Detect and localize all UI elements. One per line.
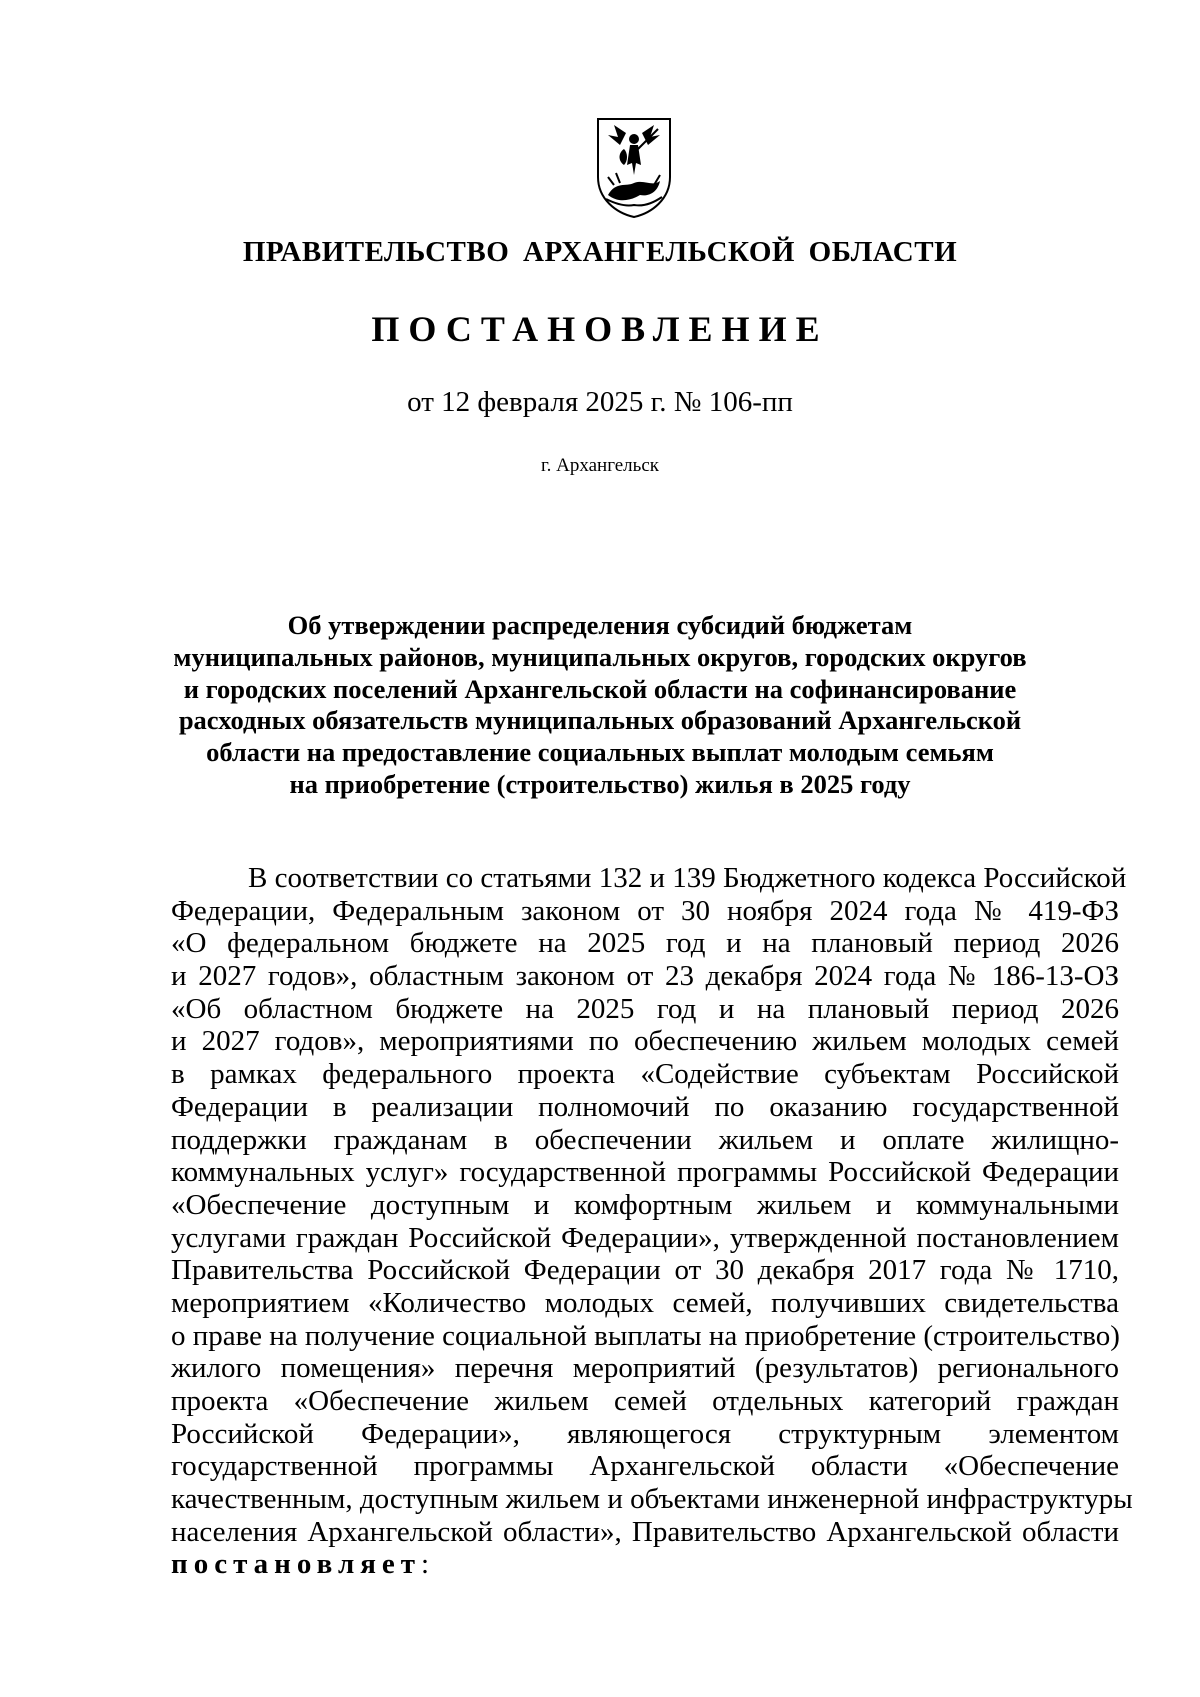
body-line: жилого помещения» перечня мероприятий (результатов) регионального [171,1352,1119,1385]
body-line: Федерации, Федеральным законом от 30 ноября 2024 года № 419-ФЗ [171,894,1119,927]
document-type-heading: ПОСТАНОВЛЕНИЕ [371,309,829,349]
body-line: В соответствии со статьями 132 и 139 Бюджетного кодекса Российской [248,862,1127,894]
decree-line [171,1548,1119,1581]
body-line: проекта «Обеспечение жильем семей отдельных категорий граждан [171,1385,1119,1417]
body-line: «Об областном бюджете на 2025 год и на плановый период 2026 [171,992,1119,1025]
title-line: Об утверждении распределения субсидий бюджетам [287,610,913,640]
title-line: расходных обязательств муниципальных образований Архангельской [178,705,1022,736]
body-line: «Обеспечение доступным и комфортным жильем и коммунальными [171,1188,1119,1221]
title-line: области на предоставление социальных выплат молодым семьям [206,737,994,768]
document-date-number: от 12 февраля 2025 г. № 106-пп [407,386,793,418]
body-line: качественным, доступным жильем и объектами инженерной инфраструктуры [171,1483,1133,1516]
body-line: и 2027 годов», мероприятиями по обеспечению жильем молодых семей [171,1025,1119,1058]
title-line: на приобретение (строительство) жилья в 2025 году [289,768,911,799]
title-line: муниципальных районов, муниципальных округов, городских округов [173,641,1027,672]
city-label: г. Архангельск [540,455,659,476]
decree-punct: : [421,1548,430,1581]
body-line: коммунальных услуг» государственной программы Российской Федерации [171,1156,1119,1189]
decree-word: постановляет [171,1548,422,1581]
body-line: Российской Федерации», являющегося структурным элементом [171,1417,1119,1450]
body-line: и 2027 годов», областным законом от 23 декабря 2024 года № 186-13-ОЗ [171,960,1119,993]
government-name: ПРАВИТЕЛЬСТВО АРХАНГЕЛЬСКОЙ ОБЛАСТИ [242,236,958,268]
document-title [150,610,1050,801]
body-line: Правительства Российской Федерации от 30 декабря 2017 года № 1710, [171,1254,1119,1287]
body-line: в рамках федерального проекта «Содействие субъектам Российской [171,1058,1119,1091]
body-line: поддержки гражданам в обеспечении жильем и оплате жилищно- [171,1123,1119,1156]
body-line: Федерации в реализации полномочий по оказанию государственной [171,1090,1119,1123]
body-line: населения Архангельской области», Правительство Архангельской области [171,1515,1119,1548]
body-line: о праве на получение социальной выплаты на приобретение (строительство) [171,1319,1120,1352]
body-line: услугами граждан Российской Федерации», утвержденной постановлением [171,1221,1119,1254]
arkhangelsk-coat-of-arms-icon [594,115,674,220]
title-line: и городских поселений Архангельской области на софинансирование [183,673,1017,704]
body-line: мероприятием «Количество молодых семей, получивших свидетельства [171,1286,1119,1319]
body-paragraph [171,862,1133,1581]
body-line: «О федеральном бюджете на 2025 год и на плановый период 2026 [171,927,1119,960]
body-line: государственной программы Архангельской области «Обеспечение [171,1450,1119,1483]
